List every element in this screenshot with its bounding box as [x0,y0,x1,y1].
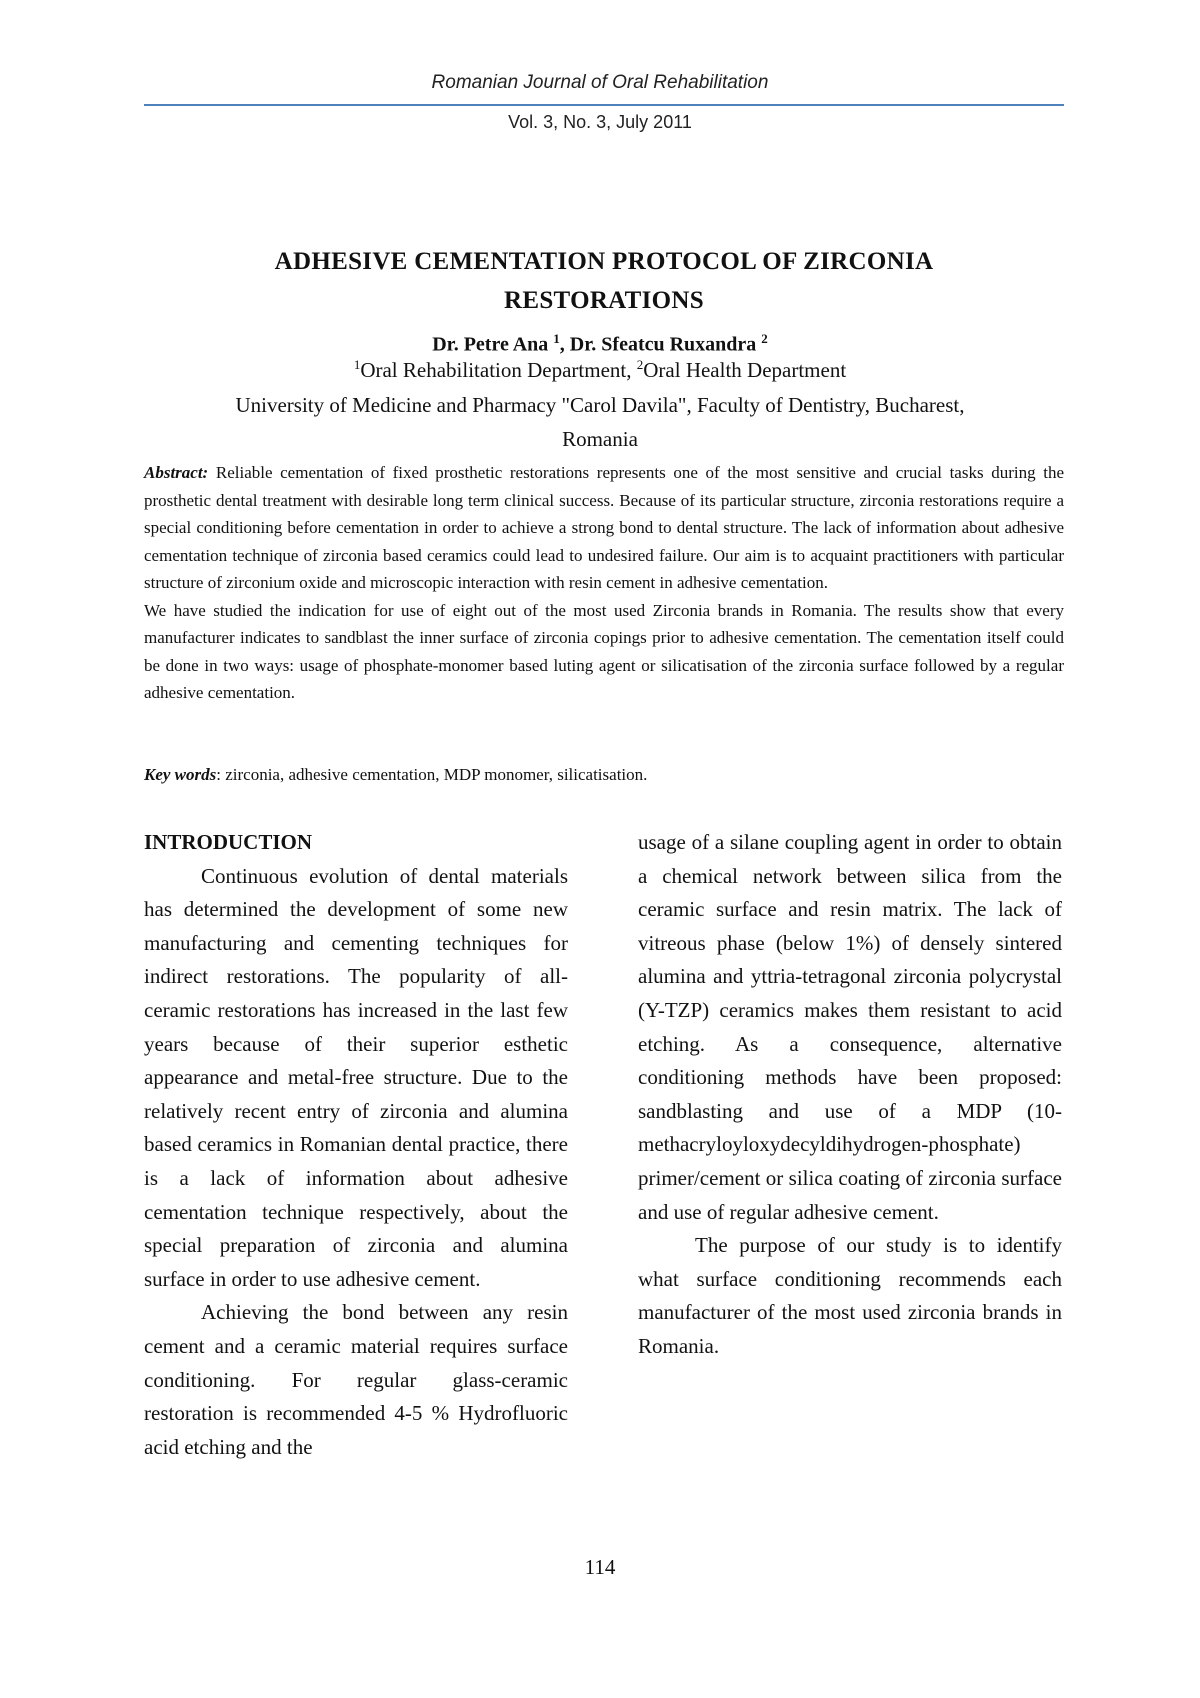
body-paragraph: Achieving the bond between any resin cement and a ceramic material requires surface conditioning. For regular glass-ceramic restoration is recommended 4-5 % Hydrofluoric acid etching and the [144,1300,568,1459]
page-number: 114 [584,1555,616,1579]
body-column-right [638,826,1062,1364]
abstract-paragraph-2: We have studied the indication for use of eight out of the most used Zirconia brands in Romania. The results show that every manufacturer indicates to sandblast the inner surface of zirconia copings prior to adhesive cementation. The cementation itself could be done in two ways: usage of phosphate-monomer based luting agent or silicatisation of the zirconia surface followed by a regular adhesive cementation. [144,600,1064,702]
affiliation-department-2: Oral Health Department [643,358,847,382]
author-separator: , Dr. Sfeatcu Ruxandra [559,333,762,356]
keywords [144,765,1064,785]
body-column-left [144,826,568,1464]
body-paragraph: The purpose of our study is to identify what surface conditioning recommends each manufacturer of the most used zirconia brands in Romania. [638,1233,1062,1358]
affiliation-university: University of Medicine and Pharmacy "Carol Davila", Faculty of Dentistry, Bucharest, [235,393,965,417]
issue-info: Vol. 3, No. 3, July 2011 [508,112,692,132]
journal-name: Romanian Journal of Oral Rehabilitation [431,72,769,93]
author-1: Dr. Petre Ana [432,333,554,356]
keywords-text: : zirconia, adhesive cementation, MDP monomer, silicatisation. [216,765,648,784]
abstract [144,459,1064,707]
body-paragraph: usage of a silane coupling agent in order to obtain a chemical network between silica from the ceramic surface and resin matrix. The lack of vitreous phase (below 1%) of densely sintered alumina and yttria-tetragonal zirconia polycrystal (Y-TZP) ceramics makes them resistant to acid etching. As a consequence, alternative conditioning methods have been proposed: sandblasting and use of a MDP (10-methacryloyloxydecyldihydrogen-phosphate) primer/cement or silica coating of zirconia surface and use of regular adhesive cement. [638,830,1062,1224]
affiliation-mark-1: 1 [353,357,361,372]
author-1-affiliation-mark: 1 [553,331,560,346]
header-rule [144,104,1064,106]
article-title-line-1: ADHESIVE CEMENTATION PROTOCOL OF ZIRCONIA [274,248,934,275]
affiliation-department-1: Oral Rehabilitation Department, [360,358,637,382]
keywords-label: Key words [144,765,217,784]
author-2-affiliation-mark: 2 [761,331,768,346]
section-heading-introduction: INTRODUCTION [144,830,313,854]
affiliation-mark-2: 2 [636,357,644,372]
abstract-label: Abstract: [144,463,209,482]
affiliation-country: Romania [562,427,638,451]
author-list [0,331,1200,357]
body-paragraph: Continuous evolution of dental materials has determined the development of some new manufacturing and cementing techniques for indirect restorations. The popularity of all-ceramic restorations has increased in the last few years because of their superior esthetic appearance and metal-free structure. Due to the relatively recent entry of zirconia and alumina based ceramics in Romanian dental practice, there is a lack of information about adhesive cementation technique respectively, about the special preparation of zirconia and alumina surface in order to use adhesive cement. [144,863,568,1291]
abstract-paragraph-1 [144,459,1064,597]
article-title-line-2: RESTORATIONS [504,287,704,314]
affiliation-departments [0,357,1200,383]
abstract-text-1: Reliable cementation of fixed prosthetic restorations represents one of the most sensitive and crucial tasks during the prosthetic dental treatment with desirable long term clinical success. Because of its particular structure, zirconia restorations require a special conditioning before cementation in order to achieve a strong bond to dental structure. The lack of information about adhesive cementation technique of zirconia based ceramics could lead to undesired failure. Our aim is to acquaint practitioners with particular structure of zirconium oxide and microscopic interaction with resin cement in adhesive cementation. [144,463,1064,592]
